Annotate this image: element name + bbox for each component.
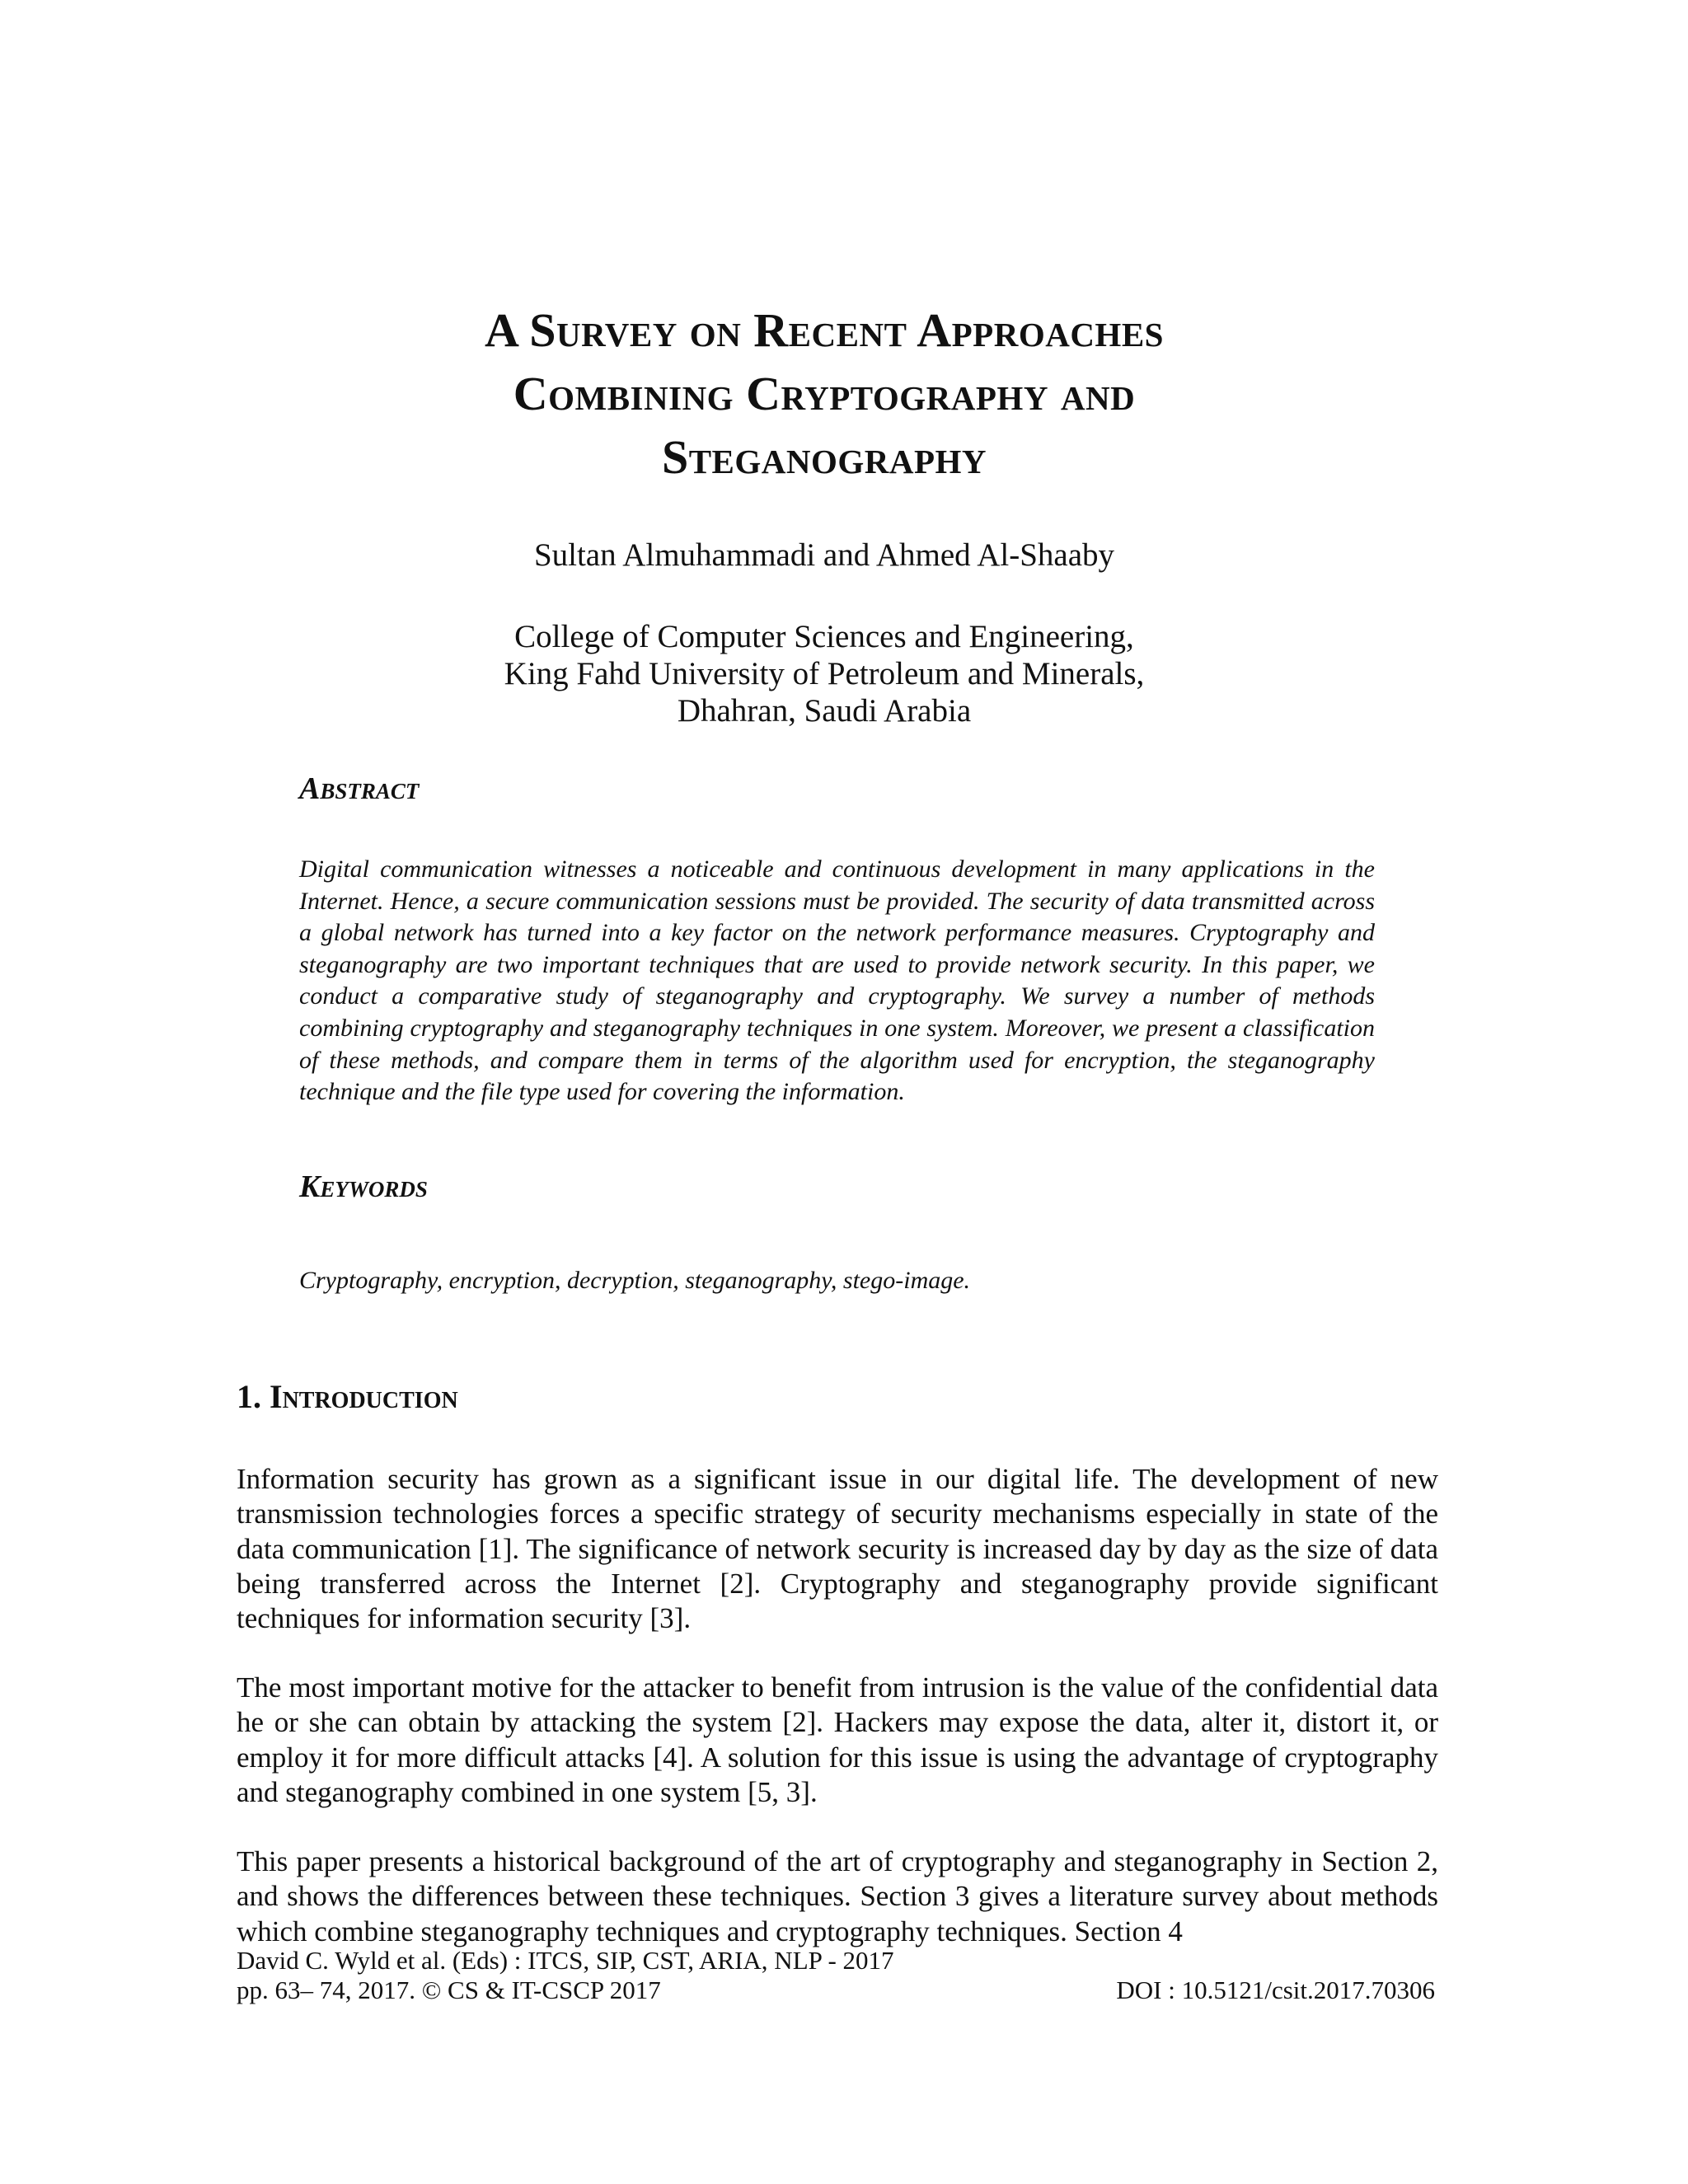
introduction-paragraph-1: Information security has grown as a significant issue in our digital life. The development of new transmission technologies forces a specific strategy of security mechanisms especially in state of the data communication [1]. The significance of network security is increased day by day as the size of data being transferred across the Internet [2]. Cryptography and steganography provide significant techniques for information security [3].	[237, 1463, 1438, 1635]
introduction-heading: 1. Introduction	[237, 1378, 458, 1415]
introduction-paragraph-3: This paper presents a historical background of the art of cryptography and steganography in Section 2, and shows the differences between these techniques. Section 3 gives a literature survey about methods which combine steganography techniques and cryptography techniques. Section 4	[237, 1845, 1438, 1947]
footer-doi: DOI : 10.5121/csit.2017.70306	[1116, 1975, 1435, 2004]
affiliation-line-3: Dhahran, Saudi Arabia	[677, 693, 972, 729]
paper-title	[247, 298, 1401, 489]
authors: Sultan Almuhammadi and Ahmed Al-Shaaby	[533, 537, 1115, 573]
title-line-2: Combining Cryptography and	[513, 367, 1136, 420]
title-line-1: A Survey on Recent Approaches	[485, 303, 1164, 357]
abstract-heading: Abstract	[299, 771, 420, 806]
title-line-3: Steganography	[661, 430, 987, 484]
affiliation-line-2: King Fahd University of Petroleum and Minerals,	[504, 656, 1145, 691]
keywords-text: Cryptography, encryption, decryption, steganography, stego-image.	[299, 1267, 971, 1294]
abstract-text: Digital communication witnesses a noticeable and continuous development in many applications in the Internet. Hence, a secure communication sessions must be provided. The security of data transmitted across a global network has turned into a key factor on the network performance measures. Cryptography and steganography are two important techniques that are used to provide network security. In this paper, we conduct a comparative study of steganography and cryptography. We survey a number of methods combining cryptography and steganography techniques in one system. Moreover, we present a classification of these methods, and compare them in terms of the algorithm used for encryption, the steganography technique and the file type used for covering the information.	[299, 855, 1375, 1106]
keywords-heading: Keywords	[299, 1169, 428, 1204]
footer-pages: pp. 63– 74, 2017. © CS & IT-CSCP 2017	[237, 1975, 661, 2004]
affiliation-line-1: College of Computer Sciences and Engineering,	[514, 619, 1134, 654]
introduction-paragraph-2: The most important motive for the attacker to benefit from intrusion is the value of the confidential data he or she can obtain by attacking the system [2]. Hackers may expose the data, alter it, distort it, or employ it for more difficult attacks [4]. A solution for this issue is using the advantage of cryptography and steganography combined in one system [5, 3].	[237, 1671, 1438, 1808]
footer-editors: David C. Wyld et al. (Eds) : ITCS, SIP, CST, ARIA, NLP - 2017	[237, 1946, 894, 1975]
affiliation	[247, 618, 1401, 729]
